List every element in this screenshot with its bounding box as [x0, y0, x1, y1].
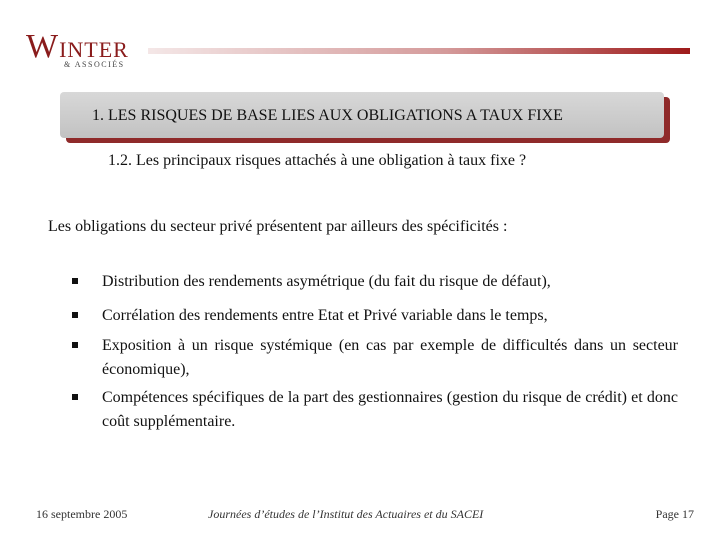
square-bullet-icon	[72, 394, 78, 400]
logo-subtitle: & ASSOCIÉS	[64, 60, 125, 69]
page-number: Page 17	[655, 507, 694, 521]
winter-associes-logo	[26, 30, 138, 72]
footer-event: Journées d’études de l’Institut des Actuaires et du SACEI	[208, 507, 484, 521]
list-item	[70, 386, 678, 434]
header-divider	[148, 48, 690, 54]
square-bullet-icon	[72, 342, 78, 348]
list-item	[70, 270, 678, 294]
list-item	[70, 334, 678, 382]
list-item-text: Compétences spécifiques de la part des gestionnaires (gestion du risque de crédit) et donc coût supplémentaire.	[102, 389, 678, 430]
intro-paragraph: Les obligations du secteur privé présentent par ailleurs des spécificités :	[48, 218, 508, 235]
logo-name-rest: INTER	[59, 37, 129, 62]
section-banner	[60, 92, 664, 138]
square-bullet-icon	[72, 312, 78, 318]
square-bullet-icon	[72, 278, 78, 284]
list-item-text: Distribution des rendements asymétrique (du fait du risque de défaut),	[102, 273, 551, 290]
list-item-text: Corrélation des rendements entre Etat et Privé variable dans le temps,	[102, 307, 548, 324]
list-item-text: Exposition à un risque systémique (en cas par exemple de difficultés dans un secteur économique),	[102, 337, 678, 378]
list-item	[70, 304, 678, 328]
footer-date: 16 septembre 2005	[36, 507, 128, 521]
logo-initial: W	[26, 28, 60, 65]
section-title: 1. LES RISQUES DE BASE LIES AUX OBLIGATIONS A TAUX FIXE	[92, 107, 563, 124]
section-subtitle: 1.2. Les principaux risques attachés à une obligation à taux fixe ?	[108, 152, 527, 169]
